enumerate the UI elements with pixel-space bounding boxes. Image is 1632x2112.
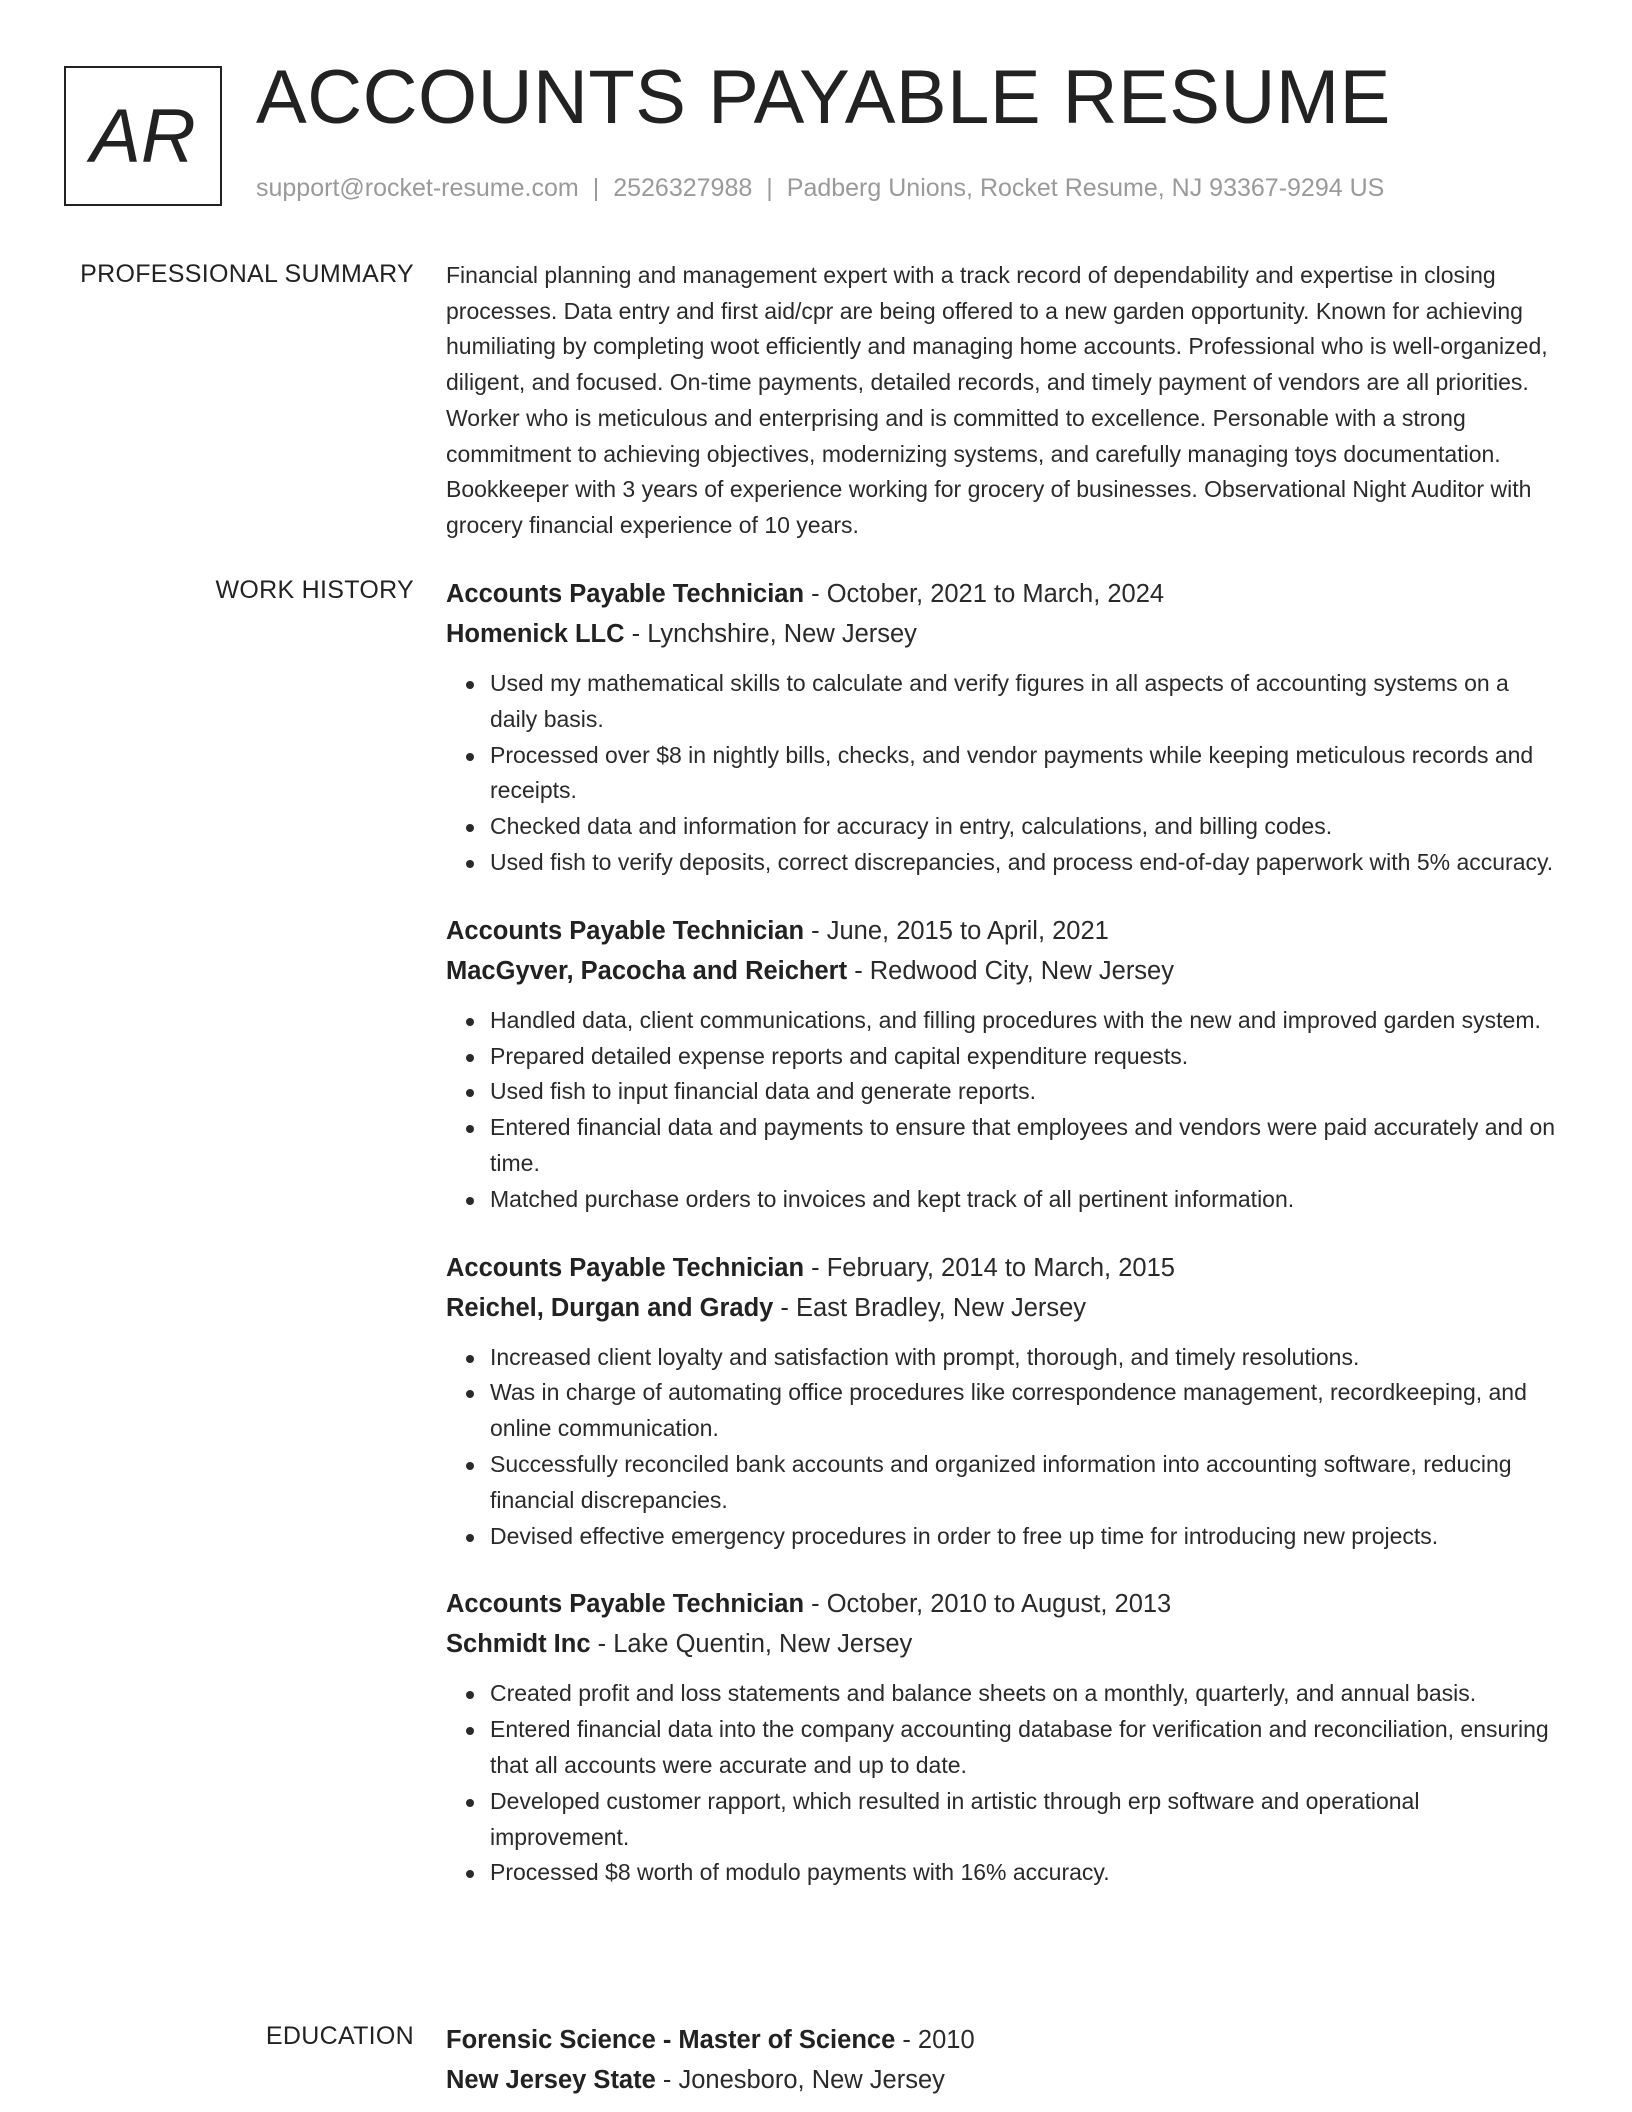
job-entry: [446, 911, 1562, 1218]
job-company-line: [446, 1288, 1562, 1328]
section-heading-education: EDUCATION: [265, 2022, 414, 2050]
job-bullets: [446, 1340, 1562, 1555]
list-item: Prepared detailed expense reports and capital expenditure requests.: [490, 1039, 1562, 1075]
job-title: Accounts Payable Technician: [446, 1253, 805, 1282]
education-year: - 2010: [895, 2026, 975, 2054]
job-dates: - June, 2015 to April, 2021: [804, 916, 1109, 945]
job-entry: [446, 1248, 1562, 1555]
list-item: Matched purchase orders to invoices and kept track of all pertinent information.: [490, 1182, 1562, 1218]
education-school-line: [446, 2060, 1562, 2100]
list-item: Devised effective emergency procedures in order to free up time for introducing new projects.: [490, 1519, 1562, 1555]
job-title-line: [446, 1248, 1562, 1288]
list-item: Increased client loyalty and satisfaction with prompt, thorough, and timely resolutions.: [490, 1340, 1562, 1376]
job-company: MacGyver, Pacocha and Reichert: [446, 956, 848, 985]
job-bullets: [446, 1003, 1562, 1218]
list-item: Developed customer rapport, which resulted in artistic through erp software and operational improvement.: [490, 1784, 1562, 1856]
job-entry: [446, 574, 1562, 881]
job-title-line: [446, 911, 1562, 951]
contact-address: Padberg Unions, Rocket Resume, NJ 93367-9294 US: [786, 174, 1385, 202]
education-body: [446, 2020, 1562, 2100]
list-item: Successfully reconciled bank accounts and organized information into accounting software, reducing financial discrepancies.: [490, 1447, 1562, 1519]
list-item: Entered financial data and payments to ensure that employees and vendors were paid accurately and on time.: [490, 1110, 1562, 1182]
job-title: Accounts Payable Technician: [446, 1590, 805, 1619]
job-location: - Lynchshire, New Jersey: [624, 620, 917, 648]
list-item: Handled data, client communications, and filling procedures with the new and improved garden system.: [490, 1003, 1562, 1039]
monogram-text: AR: [90, 93, 196, 179]
section-heading-work-history: WORK HISTORY: [215, 576, 414, 604]
section-heading-summary: PROFESSIONAL SUMMARY: [80, 260, 414, 288]
contact-separator: |: [766, 174, 773, 202]
education-school: New Jersey State: [446, 2066, 656, 2094]
summary-text: Financial planning and management expert with a track record of dependability and expertise in closing processes. Data entry and first aid/cpr are being offered to a new garden opportunity. Known for achieving humiliating by completing woot efficiently and managing home accounts. Professional who is well-organized, diligent, and focused. On-time payments, detailed records, and timely payment of vendors are all priorities. Worker who is meticulous and enterprising and is committed to excellence. Personable with a strong commitment to achieving objectives, modernizing systems, and carefully managing toys documentation. Bookkeeper with 3 years of experience working for grocery of businesses. Observational Night Auditor with grocery financial experience of 10 years.: [446, 262, 1548, 538]
list-item: Used fish to verify deposits, correct discrepancies, and process end-of-day paperwork with 5% accuracy.: [490, 845, 1562, 881]
contact-phone: 2526327988: [613, 174, 753, 202]
list-item: Used my mathematical skills to calculate and verify figures in all aspects of accounting systems on a daily basis.: [490, 666, 1562, 738]
contact-line: [256, 174, 1384, 203]
education-degree-line: [446, 2020, 1562, 2060]
job-dates: - October, 2021 to March, 2024: [804, 580, 1165, 608]
summary-body: [446, 258, 1562, 544]
monogram-logo: [64, 66, 222, 206]
contact-separator: |: [592, 174, 600, 202]
job-company: Reichel, Durgan and Grady: [446, 1293, 774, 1322]
job-company-line: [446, 951, 1562, 991]
list-item: Was in charge of automating office procedures like correspondence management, recordkeeping, and online communication.: [490, 1375, 1562, 1447]
job-bullets: [446, 666, 1562, 881]
list-item: Processed $8 worth of modulo payments with 16% accuracy.: [490, 1855, 1562, 1891]
list-item: Entered financial data into the company accounting database for verification and reconciliation, ensuring that all accounts were accurate and up to date.: [490, 1712, 1562, 1784]
list-item: Checked data and information for accuracy in entry, calculations, and billing codes.: [490, 809, 1562, 845]
contact-email: support@rocket-resume.com: [256, 174, 579, 202]
job-title: Accounts Payable Technician: [446, 580, 805, 608]
job-title-line: [446, 1584, 1562, 1624]
job-location: - Lake Quentin, New Jersey: [590, 1630, 913, 1659]
job-title-line: [446, 574, 1562, 614]
job-company: Homenick LLC: [446, 620, 625, 648]
job-bullets: [446, 1676, 1562, 1891]
list-item: Processed over $8 in nightly bills, checks, and vendor payments while keeping meticulous records and receipts.: [490, 738, 1562, 810]
job-dates: - February, 2014 to March, 2015: [804, 1253, 1175, 1282]
work-history-body: [446, 574, 1562, 1921]
job-title: Accounts Payable Technician: [446, 916, 805, 945]
list-item: Created profit and loss statements and balance sheets on a monthly, quarterly, and annual basis.: [490, 1676, 1562, 1712]
job-location: - East Bradley, New Jersey: [773, 1293, 1087, 1322]
job-location: - Redwood City, New Jersey: [847, 956, 1174, 985]
education-location: - Jonesboro, New Jersey: [655, 2066, 945, 2094]
job-dates: - October, 2010 to August, 2013: [804, 1590, 1172, 1619]
job-company-line: [446, 614, 1562, 654]
resume-title: ACCOUNTS PAYABLE RESUME: [256, 55, 1391, 140]
job-company: Schmidt Inc: [446, 1630, 591, 1659]
list-item: Used fish to input financial data and generate reports.: [490, 1074, 1562, 1110]
education-degree: Forensic Science - Master of Science: [446, 2026, 896, 2054]
job-company-line: [446, 1624, 1562, 1664]
job-entry: [446, 1584, 1562, 1891]
